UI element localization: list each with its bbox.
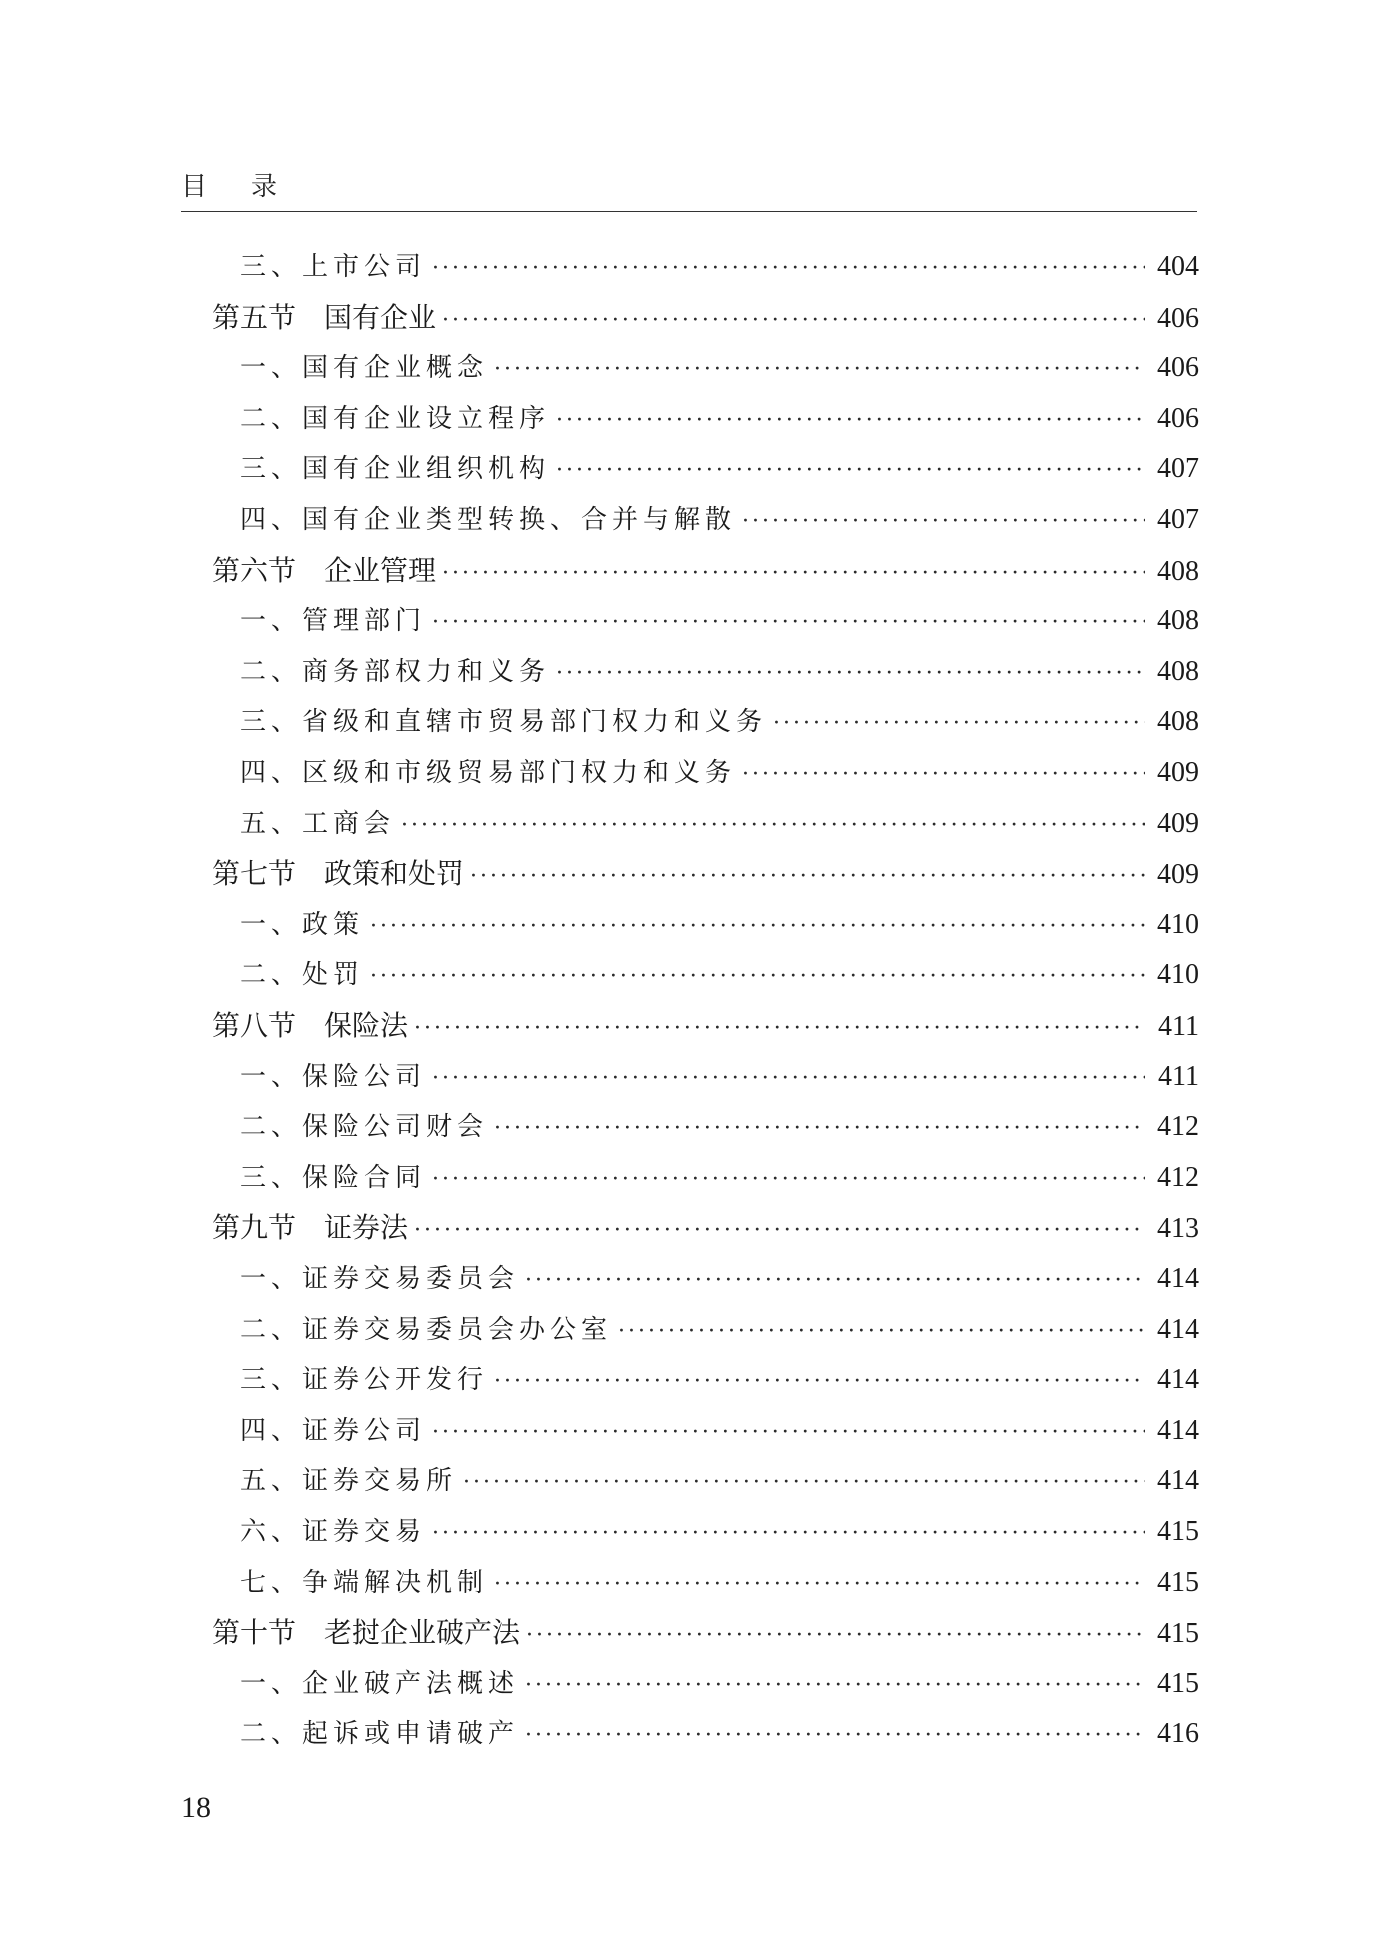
toc-item-label: 三、保险合同: [240, 1162, 427, 1193]
dot-leader: [494, 350, 1145, 390]
dot-leader: [525, 1716, 1145, 1756]
dot-leader: [432, 1059, 1145, 1099]
toc-page-number: 406: [1157, 402, 1199, 434]
toc-page-number: 404: [1157, 251, 1199, 282]
toc-page-number: 411: [1158, 1060, 1199, 1092]
dot-leader: [432, 603, 1145, 643]
toc-item-label: 二、证券交易委员会办公室: [240, 1314, 613, 1345]
dot-leader: [470, 857, 1145, 897]
toc-item-label: 四、区级和市级贸易部门权力和义务: [240, 758, 737, 788]
toc-page-number: 415: [1157, 1667, 1199, 1699]
toc-item-label: 三、国有企业组织机构: [240, 454, 551, 485]
dot-leader: [432, 249, 1145, 289]
toc-page-number: 411: [1158, 1011, 1199, 1042]
toc-item-label: 二、起诉或申请破产: [240, 1719, 520, 1750]
toc-item-label: 四、证券公司: [240, 1415, 427, 1446]
toc-item-row[interactable]: [240, 804, 1199, 844]
toc-item-row[interactable]: [240, 1664, 1199, 1704]
toc-item-row[interactable]: [240, 601, 1199, 641]
dot-leader: [370, 907, 1145, 947]
dot-leader: [526, 1616, 1145, 1656]
toc-page-number: 408: [1157, 655, 1199, 687]
toc-item-row[interactable]: [240, 1360, 1199, 1400]
toc-page-number: 412: [1157, 1161, 1199, 1193]
toc-item-row[interactable]: [240, 905, 1199, 945]
toc-section-number: 第八节: [212, 1009, 297, 1042]
toc-page-number: 416: [1157, 1718, 1199, 1750]
toc-page-number: 410: [1157, 908, 1199, 940]
toc-section-title: 老挝企业破产法: [324, 1616, 521, 1650]
dot-leader: [525, 1261, 1145, 1301]
toc-item-row[interactable]: [240, 1057, 1199, 1097]
dot-leader: [525, 1666, 1145, 1706]
toc-section-number: 第七节: [212, 857, 297, 891]
page-number: 18: [181, 1791, 211, 1824]
dot-leader: [432, 1514, 1145, 1554]
toc-item-label: 一、国有企业概念: [240, 353, 489, 384]
toc-section-label: [212, 854, 464, 894]
toc-page-number: 408: [1157, 706, 1199, 738]
toc-section-label: [212, 1208, 408, 1248]
toc-page-number: 414: [1157, 1364, 1199, 1396]
toc-page-number: 415: [1157, 1566, 1199, 1598]
toc-item-row[interactable]: [240, 753, 1199, 793]
toc-page-number: 407: [1157, 453, 1199, 485]
toc-item-label: 二、商务部权力和义务: [240, 656, 551, 687]
toc-item-row[interactable]: [240, 399, 1199, 439]
toc-section-label: [212, 1613, 520, 1653]
toc-item-label: 三、证券公开发行: [240, 1365, 489, 1396]
toc-page-number: 414: [1157, 1414, 1199, 1446]
toc-section-title: 政策和处罚: [324, 857, 465, 891]
toc-page-number: 415: [1157, 1516, 1199, 1547]
toc-item-row[interactable]: [240, 1259, 1199, 1299]
toc-page-number: 407: [1157, 504, 1199, 535]
toc-section-row[interactable]: [212, 1208, 1199, 1248]
toc-item-row[interactable]: [240, 500, 1199, 540]
toc-section-row[interactable]: [212, 1613, 1199, 1653]
toc-item-row[interactable]: [240, 247, 1199, 287]
toc-section-number: 第六节: [212, 553, 297, 587]
toc-item-row[interactable]: [240, 1512, 1199, 1552]
toc-section-title: 保险法: [324, 1009, 409, 1042]
dot-leader: [494, 1362, 1145, 1402]
toc-page-number: 414: [1157, 1263, 1199, 1294]
toc-page-number: 415: [1157, 1618, 1199, 1650]
toc-item-row[interactable]: [240, 348, 1199, 388]
toc-item-row[interactable]: [240, 1461, 1199, 1501]
dot-leader: [742, 755, 1145, 795]
toc-item-label: 一、管理部门: [240, 606, 427, 637]
toc-item-row[interactable]: [240, 449, 1199, 489]
toc-page-number: 413: [1157, 1213, 1199, 1245]
toc-item-label: 二、处罚: [240, 960, 365, 991]
dot-leader: [556, 451, 1145, 491]
dot-leader: [742, 502, 1145, 542]
toc-page-number: 409: [1157, 757, 1199, 788]
toc-section-label: [212, 298, 436, 338]
toc-item-row[interactable]: [240, 1107, 1199, 1147]
toc-page-number: 406: [1157, 352, 1199, 384]
toc-section-row[interactable]: [212, 551, 1199, 591]
running-header: 目录: [181, 172, 322, 202]
toc-item-row[interactable]: [240, 1714, 1199, 1754]
dot-leader: [618, 1312, 1145, 1352]
toc-item-label: 三、省级和直辖市贸易部门权力和义务: [240, 707, 768, 738]
dot-leader: [442, 301, 1145, 341]
toc-item-label: 五、工商会: [240, 808, 396, 839]
toc-page-number: 414: [1157, 1313, 1199, 1345]
toc-item-row[interactable]: [240, 652, 1199, 692]
dot-leader: [556, 654, 1145, 694]
toc-item-label: 一、保险公司: [240, 1061, 427, 1092]
toc-item-label: 一、企业破产法概述: [240, 1668, 520, 1699]
toc-item-label: 一、政策: [240, 909, 365, 940]
toc-item-label: 三、上市公司: [240, 252, 427, 282]
toc-item-row[interactable]: [240, 702, 1199, 742]
dot-leader: [773, 704, 1145, 744]
toc-page-number: 409: [1157, 859, 1199, 891]
dot-leader: [414, 1009, 1145, 1049]
toc-item-label: 六、证券交易: [240, 1517, 427, 1547]
toc-page-number: 408: [1157, 555, 1199, 587]
toc-page-number: 406: [1157, 302, 1199, 334]
dot-leader: [432, 1413, 1145, 1453]
toc-section-row[interactable]: [212, 298, 1199, 338]
toc-page-number: 409: [1157, 807, 1199, 839]
dot-leader: [463, 1463, 1145, 1503]
header-rule: [181, 211, 1197, 212]
dot-leader: [401, 806, 1145, 846]
dot-leader: [414, 1211, 1145, 1251]
toc-section-number: 第九节: [212, 1211, 297, 1245]
toc-section-title: 证券法: [324, 1211, 409, 1245]
toc-section-row[interactable]: [212, 854, 1199, 894]
dot-leader: [556, 401, 1145, 441]
dot-leader: [432, 1160, 1145, 1200]
toc-item-row[interactable]: [240, 1310, 1199, 1350]
toc-item-row[interactable]: [240, 1563, 1199, 1603]
toc-section-title: 国有企业: [324, 300, 437, 334]
toc-item-label: 二、保险公司财会: [240, 1112, 489, 1143]
toc-item-label: 四、国有企业类型转换、合并与解散: [240, 505, 737, 535]
toc-page-number: 408: [1157, 605, 1199, 637]
toc-item-label: 二、国有企业设立程序: [240, 403, 551, 434]
dot-leader: [494, 1565, 1145, 1605]
toc-section-label: [212, 1006, 408, 1046]
toc-item-label: 七、争端解决机制: [240, 1567, 489, 1598]
toc-section-title: 企业管理: [324, 553, 437, 587]
toc-section-label: [212, 551, 436, 591]
dot-leader: [494, 1109, 1145, 1149]
toc-page-number: 412: [1157, 1111, 1199, 1143]
dot-leader: [370, 957, 1145, 997]
toc-item-row[interactable]: [240, 1158, 1199, 1198]
toc-item-label: 一、证券交易委员会: [240, 1264, 520, 1294]
toc-page-number: 414: [1157, 1465, 1199, 1497]
toc-item-row[interactable]: [240, 955, 1199, 995]
toc-section-number: 第十节: [212, 1616, 297, 1650]
toc-section-row[interactable]: [212, 1006, 1199, 1046]
toc-page-number: 410: [1157, 959, 1199, 991]
toc-section-number: 第五节: [212, 300, 297, 334]
toc-item-row[interactable]: [240, 1411, 1199, 1451]
dot-leader: [442, 554, 1145, 594]
toc-item-label: 五、证券交易所: [240, 1466, 458, 1497]
